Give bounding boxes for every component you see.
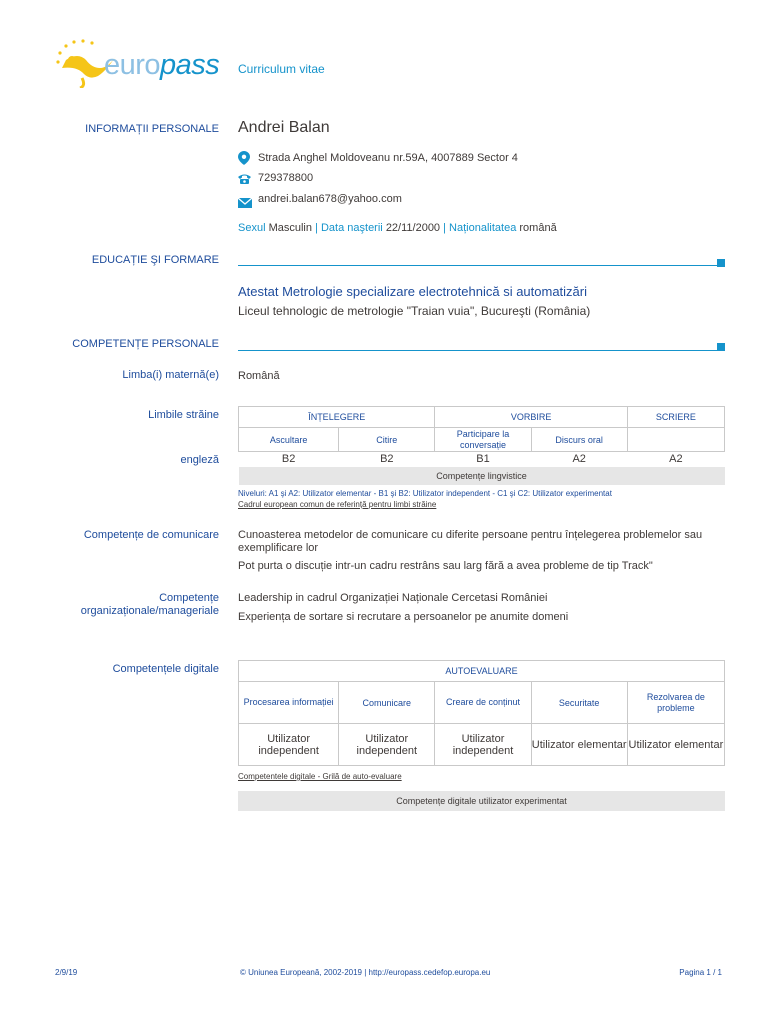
digital-val-problem-solving: Utilizator elementar (627, 724, 724, 766)
foreign-languages-label: Limbile străine (148, 409, 219, 421)
digital-table (238, 660, 725, 766)
birth-value: 22/11/2000 (385, 222, 441, 234)
footer-date: 2/9/19 (55, 968, 78, 977)
level-interaction: B1 (476, 453, 490, 466)
header-writing: SCRIERE (627, 407, 724, 428)
level-reading: B2 (380, 453, 394, 466)
level-production: A2 (572, 453, 586, 466)
digital-col-problem-solving: Rezolvarea de probleme (627, 682, 724, 724)
language-name: engleză (180, 454, 219, 466)
digital-val-safety: Utilizator elementar (531, 724, 627, 766)
organizational-line-1: Leadership in cadrul Organizației Naționale Cercetasi României (238, 592, 548, 604)
phone: 729378800 (258, 172, 314, 184)
address: Strada Anghel Moldoveanu nr.59A, 4007889 Sector 4 (258, 152, 518, 164)
email-icon (238, 195, 252, 213)
header-speaking: VORBIRE (435, 407, 627, 428)
levels-note: Niveluri: A1 şi A2: Utilizator elementar - B1 şi B2: Utilizator independent - C1 şi C2: Utilizator experimentat (238, 489, 612, 498)
section-marker (717, 259, 725, 267)
digital-val-information: Utilizator independent (239, 724, 339, 766)
section-marker (717, 343, 725, 351)
section-education-label: EDUCAȚIE ŞI FORMARE (91, 254, 219, 266)
education-institution: Liceul tehnologic de metrologie "Traian vuia", Bucureşti (România) (238, 304, 591, 318)
personal-details (238, 222, 557, 235)
header-listening: Ascultare (239, 428, 339, 452)
language-table (238, 406, 725, 485)
digital-label: Competențele digitale (112, 663, 219, 675)
sex-label: Sexul (238, 222, 266, 234)
communication-line-1: Cunoasterea metodelor de comunicare cu diferite persoane pentru înțelegerea problemelor sau exemplificare lor (238, 529, 703, 554)
header-reading: Citire (339, 428, 435, 452)
mother-tongue-label: Limba(i) maternă(e) (122, 369, 219, 381)
phone-icon (237, 172, 252, 190)
digital-val-content: Utilizator independent (435, 724, 531, 766)
digital-col-communication: Comunicare (339, 682, 435, 724)
person-name: Andrei Balan (238, 119, 330, 136)
digital-val-communication: Utilizator independent (339, 724, 435, 766)
birth-label: Data naşterii (320, 222, 383, 234)
separator: | (315, 222, 318, 234)
header-understanding: ÎNȚELEGERE (239, 407, 435, 428)
section-personal-label: INFORMAȚII PERSONALE (85, 123, 219, 135)
section-competences-label: COMPETENȚE PERSONALE (72, 338, 219, 350)
email[interactable]: andrei.balan678@yahoo.com (258, 193, 402, 205)
organizational-label-1: Competențe (159, 592, 219, 604)
europass-logo (52, 38, 222, 90)
digital-certificate: Competențe digitale utilizator experimentat (238, 791, 725, 811)
footer-copyright: © Uniunea Europeană, 2002-2019 | http://europass.cedefop.europa.eu (240, 968, 491, 977)
section-divider (238, 350, 718, 351)
header-interaction: Participare la conversație (435, 428, 531, 452)
digital-col-information: Procesarea informației (239, 682, 339, 724)
logo-pass: pass (160, 49, 220, 81)
logo-euro: euro (104, 49, 161, 81)
separator: | (443, 222, 446, 234)
doc-title: Curriculum vitae (238, 62, 325, 76)
mother-tongue-value: Română (238, 370, 280, 382)
footer-page: Pagina 1 / 1 (679, 968, 722, 977)
nationality-value: română (519, 222, 557, 234)
language-certificate: Competențe lingvistice (436, 470, 527, 481)
header-production: Discurs oral (531, 428, 627, 452)
communication-line-2: Pot purta o discuție intr-un cadru restrâns sau larg fără a avea probleme de tip Track" (238, 560, 653, 572)
cefr-link[interactable]: Cadrul european comun de referință pentru limbi străine (238, 500, 437, 509)
level-listening: B2 (281, 453, 296, 466)
communication-label: Competențe de comunicare (83, 529, 219, 541)
organizational-line-2: Experiența de sortare si recrutare a persoanelor pe anumite domeni (238, 611, 569, 623)
header-empty (627, 428, 724, 452)
digital-col-content: Creare de conținut (435, 682, 531, 724)
digital-col-safety: Securitate (531, 682, 627, 724)
digital-grid-link[interactable]: Competentele digitale - Grilă de auto-evaluare (238, 772, 402, 781)
education-title: Atestat Metrologie specializare electrotehnică si automatizări (238, 284, 588, 299)
level-writing: A2 (669, 453, 683, 466)
section-divider (238, 265, 718, 266)
digital-header: AUTOEVALUARE (239, 661, 725, 682)
sex-value: Masculin (268, 222, 312, 234)
location-pin-icon (238, 151, 250, 170)
organizational-label-2: organizaționale/manageriale (80, 605, 219, 617)
nationality-label: Naționalitatea (449, 222, 517, 234)
